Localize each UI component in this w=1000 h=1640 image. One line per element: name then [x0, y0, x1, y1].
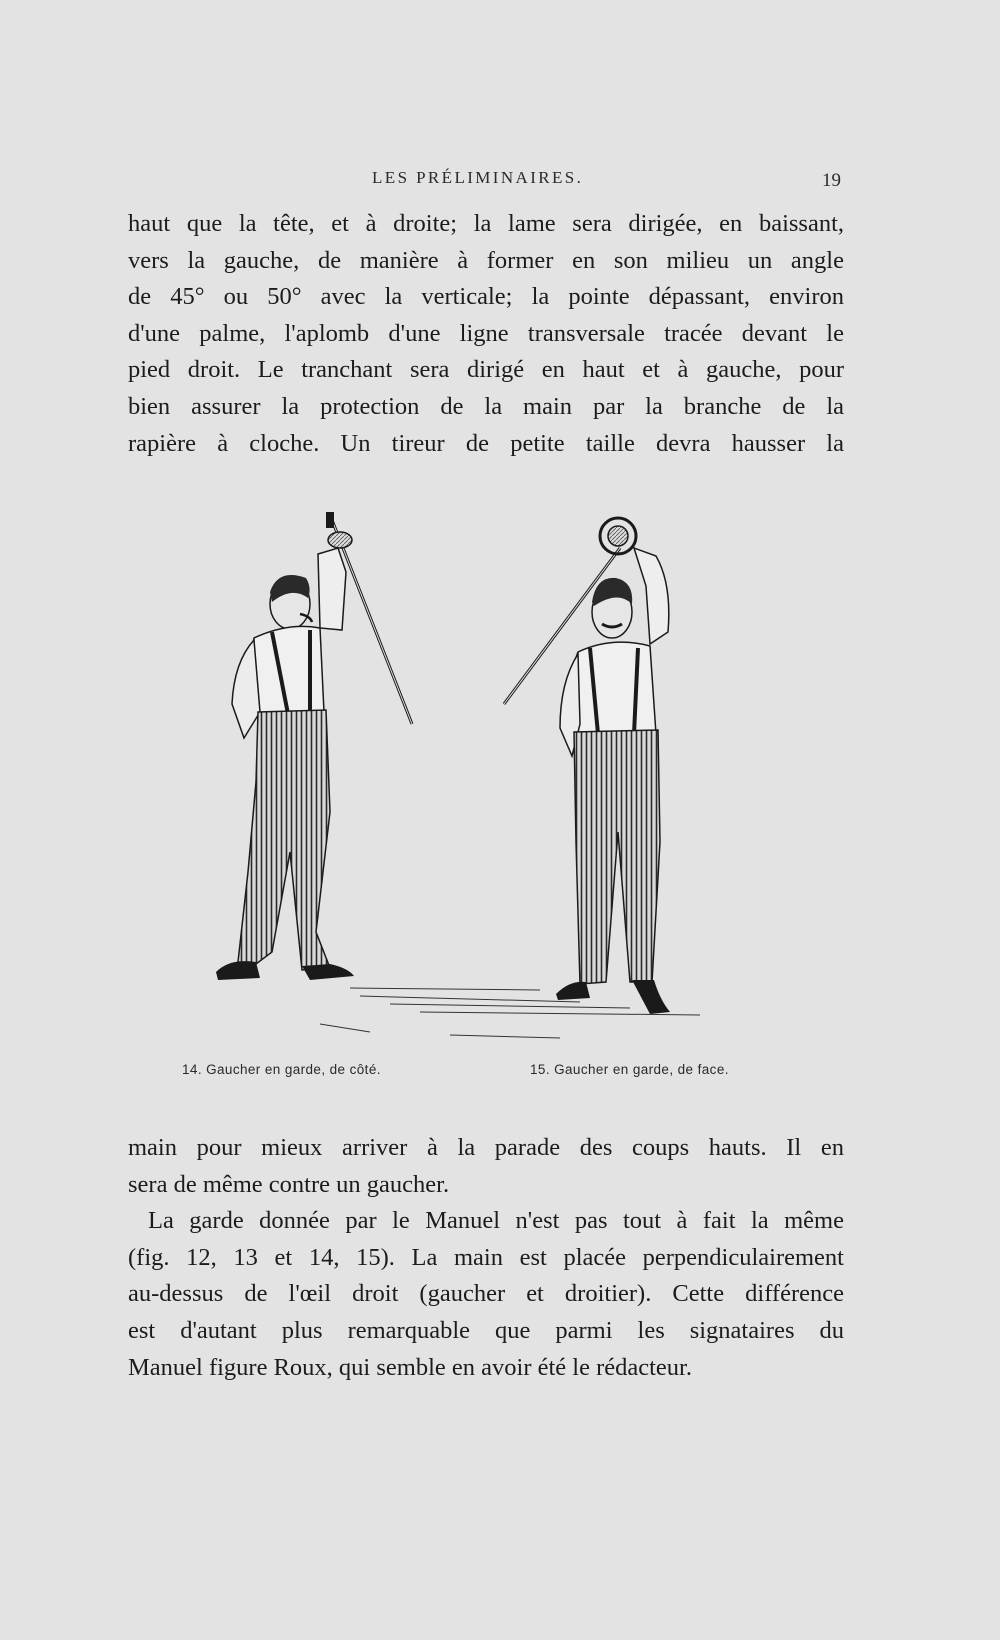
text-line: rapière à cloche. Un tireur de petite taille devra hausser la — [128, 429, 844, 457]
caption-figure-14: 14. Gaucher en garde, de côté. — [182, 1062, 381, 1077]
fencer-right — [504, 518, 670, 1014]
figure-captions — [0, 1062, 1000, 1084]
text-line: de 45° ou 50° avec la verticale; la pointe dépassant, environ — [128, 283, 844, 311]
text-line: au-dessus de l'œil droit (gaucher et droitier). Cette différence — [128, 1280, 844, 1308]
running-title: LES PRÉLIMINAIRES. — [372, 168, 584, 187]
text-line: d'une palme, l'aplomb d'une ligne transversale tracée devant le — [128, 319, 844, 347]
text-line: haut que la tête, et à droite; la lame sera dirigée, en baissant, — [128, 210, 844, 237]
engraving — [160, 512, 840, 1072]
fencer-left — [216, 512, 412, 980]
text-line: bien assurer la protection de la main par la branche de la — [128, 392, 844, 420]
fencing-illustration — [160, 512, 840, 1072]
text-line: main pour mieux arriver à la parade des coups hauts. Il en — [128, 1134, 844, 1161]
page-number: 19 — [822, 170, 841, 191]
text-line: vers la gauche, de manière à former en son milieu un angle — [128, 246, 844, 274]
paragraph-bottom — [128, 1130, 844, 1386]
text-line: Manuel figure Roux, qui semble en avoir été le rédacteur. — [128, 1353, 692, 1381]
text-line: pied droit. Le tranchant sera dirigé en haut et à gauche, pour — [128, 356, 844, 384]
text-line: sera de même contre un gaucher. — [128, 1170, 450, 1198]
caption-figure-15: 15. Gaucher en garde, de face. — [530, 1062, 729, 1077]
text-line: (fig. 12, 13 et 14, 15). La main est placée perpendiculairement — [128, 1243, 844, 1271]
text-line: est d'autant plus remarquable que parmi les signataires du — [128, 1316, 844, 1344]
text-line: La garde donnée par le Manuel n'est pas tout à fait la même — [148, 1207, 844, 1235]
paragraph-top — [128, 206, 844, 462]
running-head — [0, 168, 1000, 192]
